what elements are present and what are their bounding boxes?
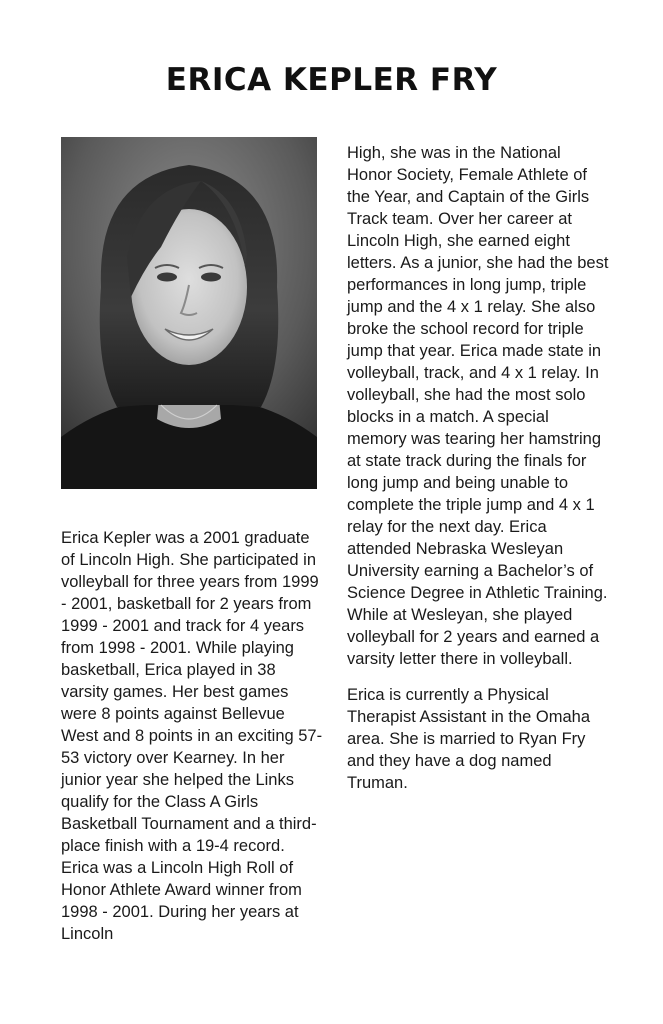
portrait-photo xyxy=(61,137,317,489)
bio-closing-paragraph: Erica is currently a Physical Therapist Assistant in the Omaha area. She is married to Ryan Fry and they have a dog named Truman. xyxy=(347,686,591,792)
portrait-photo-icon xyxy=(61,137,317,489)
bio-paragraph: High, she was in the National Honor Society, Female Athlete of the Year, and Captain of the Girls Track team. Over her career at Lincoln High, she earned eight letters. As a junior, she had the best performances in long jump, triple jump and the 4 x 1 relay. She also broke the school record for triple jump that year. Erica made state in volleyball, track, and 4 x 1 relay. In volleyball, she had the most solo blocks in a match. A special memory was tearing her hamstring at state track during the finals for long jump and being unable to complete the triple jump and 4 x 1 relay for the next day. Erica attended Nebraska Wesleyan University earning a Bachelor’s of Science Degree in Athletic Training. While at Wesleyan, she played volleyball for 2 years and earned a varsity letter there in volleyball. xyxy=(347,144,609,668)
bio-paragraph: Erica Kepler was a 2001 graduate of Lincoln High. She participated in volleyball for three years from 1999 - 2001, basketball for 2 years from 1999 - 2001 and track for 4 years from 1998 - 2001. While playing basketball, Erica played in 38 varsity games. Her best games were 8 points against Bellevue West and 8 points in an exciting 57-53 victory over Kearney. In her junior year she helped the Links qualify for the Class A Girls Basketball Tournament and a third-place finish with a 19-4 record. Erica was a Lincoln High Roll of Honor Athlete Award winner from 1998 - 2001. During her years at Lincoln xyxy=(61,529,323,943)
page-title: ERICA KEPLER FRY xyxy=(165,62,498,98)
bio-column-right xyxy=(347,142,609,794)
bio-column-left xyxy=(61,527,323,945)
